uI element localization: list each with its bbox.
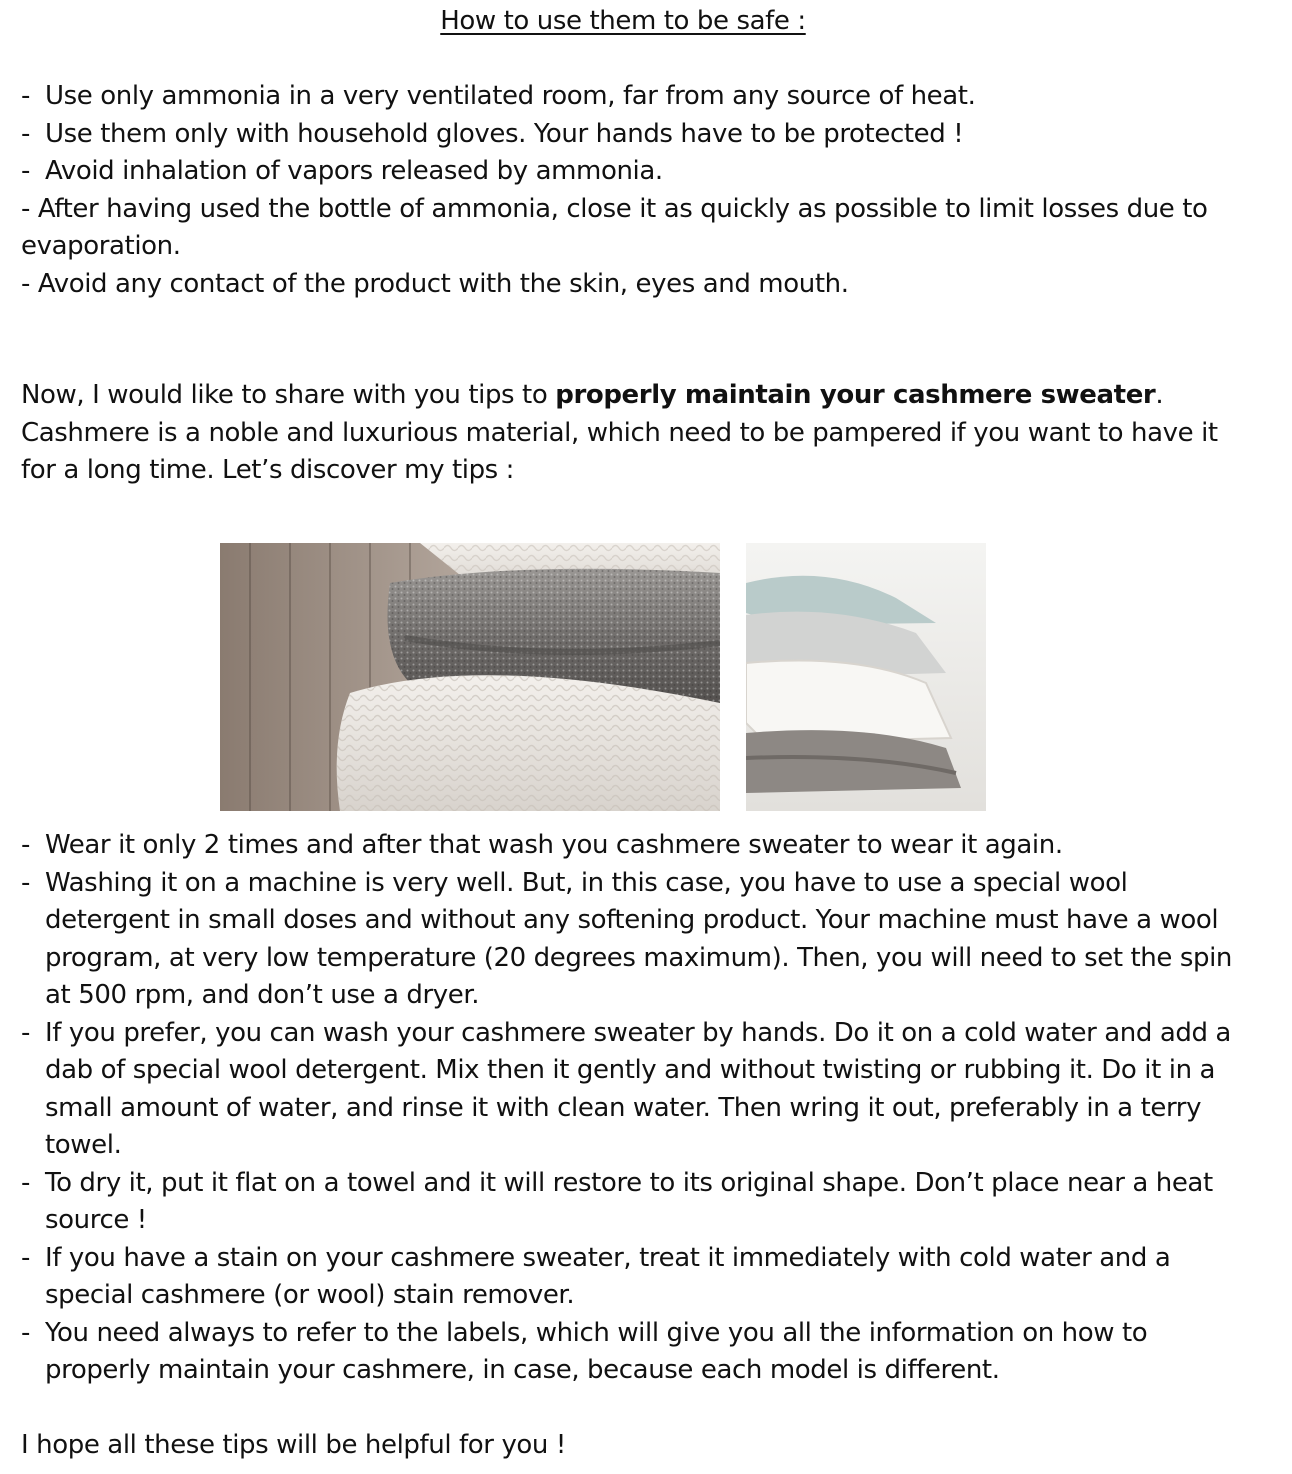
tips-list	[21, 827, 1246, 1390]
list-item-text: You need always to refer to the labels, which will give you all the information on how to properly maintain your cashmere, in case, because each model is different.	[45, 1317, 1148, 1385]
list-item-text: - After having used the bottle of ammonia, close it as quickly as possible to limit losses due to evaporation.	[21, 193, 1208, 261]
safety-list	[21, 78, 1241, 303]
list-item-text: Wear it only 2 times and after that wash you cashmere sweater to wear it again.	[45, 830, 1063, 860]
list-dash: -	[21, 1242, 30, 1273]
list-item	[21, 266, 1241, 304]
list-item	[21, 1165, 1246, 1240]
intro-text: Now, I would like to share with you tips to	[21, 380, 556, 410]
list-item	[21, 1240, 1246, 1315]
list-item	[21, 116, 1241, 154]
list-item-text: - Avoid any contact of the product with the skin, eyes and mouth.	[21, 268, 849, 299]
list-item	[21, 153, 1241, 191]
list-item-text: Use them only with household gloves. Your hands have to be protected !	[45, 118, 964, 149]
list-item-text: Use only ammonia in a very ventilated room, far from any source of heat.	[45, 81, 976, 111]
section-heading: How to use them to be safe :	[440, 6, 806, 36]
list-item-text: If you prefer, you can wash your cashmere sweater by hands. Do it on a cold water and add a dab of special wool detergent. Mix then it gently and without twisting or rubbing it. Do it in a small amount of water, and rinse it with clean water. Then wring it out, preferably in a terry towel.	[45, 1017, 1231, 1160]
list-dash: -	[21, 1167, 30, 1198]
list-item-text: Avoid inhalation of vapors released by ammonia.	[45, 156, 663, 186]
list-dash: -	[21, 118, 30, 149]
list-item	[21, 827, 1246, 865]
folded-sweaters-photo	[746, 543, 986, 811]
list-item	[21, 1015, 1246, 1165]
list-dash: -	[21, 867, 30, 898]
list-dash: -	[21, 1017, 30, 1048]
list-dash: -	[21, 830, 30, 860]
sweater-stack-photo	[220, 543, 720, 811]
list-dash: -	[21, 1317, 30, 1348]
list-dash: -	[21, 81, 30, 111]
intro-paragraph	[21, 377, 1241, 490]
list-item	[21, 865, 1246, 1015]
list-item-text: To dry it, put it flat on a towel and it will restore to its original shape. Don’t place near a heat source !	[45, 1167, 1213, 1235]
list-item	[21, 78, 1241, 116]
closing-sentence: I hope all these tips will be helpful for you !	[21, 1430, 566, 1460]
intro-rest-text: Cashmere is a noble and luxurious material, which need to be pampered if you want to have it for a long time. Let’s discover my tips :	[21, 417, 1218, 485]
intro-period: .	[1155, 380, 1164, 410]
list-item	[21, 191, 1241, 266]
list-item	[21, 1315, 1246, 1390]
list-item-text: If you have a stain on your cashmere sweater, treat it immediately with cold water and a special cashmere (or wool) stain remover.	[45, 1242, 1171, 1310]
list-dash: -	[21, 156, 30, 186]
list-item-text: Washing it on a machine is very well. But, in this case, you have to use a special wool detergent in small doses and without any softening product. Your machine must have a wool program, at very low temperature (20 degrees maximum). Then, you will need to set the spin at 500 rpm, and don’t use a dryer.	[45, 867, 1232, 1010]
intro-bold-text: properly maintain your cashmere sweater	[555, 380, 1156, 410]
